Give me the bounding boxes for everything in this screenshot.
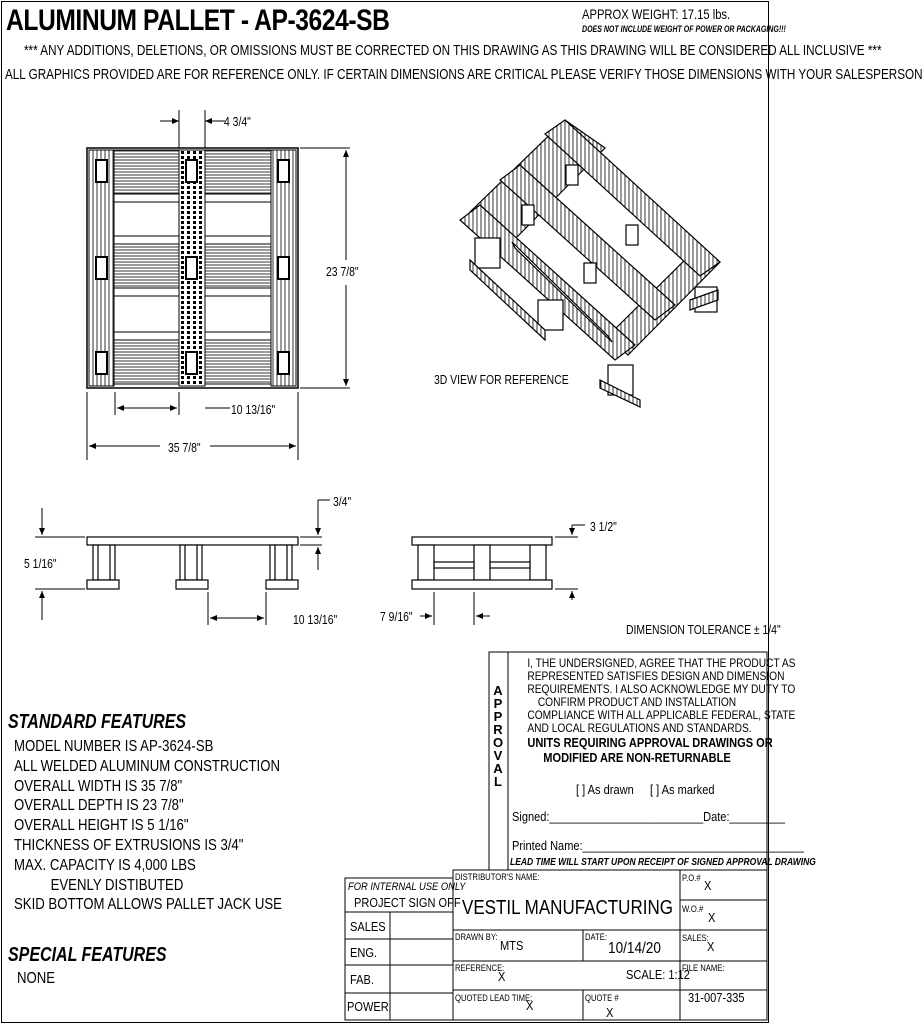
dim-depth: 23 7/8" xyxy=(326,264,359,279)
feature-item: THICKNESS OF EXTRUSIONS IS 3/4" xyxy=(14,836,244,854)
sales-label: SALES: xyxy=(682,933,709,943)
approx-weight: APPROX WEIGHT: 17.15 lbs. xyxy=(582,6,731,22)
distributor-label: DISTRIBUTOR'S NAME: xyxy=(455,872,540,882)
wo-value: X xyxy=(708,910,716,925)
end-elevation xyxy=(412,537,552,589)
approval-side-label: A P P R O V A L xyxy=(492,683,504,789)
signoff-row-eng: ENG. xyxy=(350,945,378,960)
feature-item: MAX. CAPACITY IS 4,000 LBS xyxy=(14,856,196,874)
signoff-header-2: PROJECT SIGN OFF xyxy=(354,895,461,910)
printed-name-line[interactable]: Printed Name:____________________________________ xyxy=(512,838,804,853)
standard-features-heading: STANDARD FEATURES xyxy=(8,711,187,733)
distributor-name: VESTIL MANUFACTURING xyxy=(462,897,673,919)
drawing-title: ALUMINUM PALLET - AP-3624-SB xyxy=(6,4,390,37)
as-drawn-checkbox[interactable]: [ ] As drawn xyxy=(576,782,634,797)
special-features-heading: SPECIAL FEATURES xyxy=(8,944,167,966)
feature-item: OVERALL WIDTH IS 35 7/8" xyxy=(14,777,183,795)
dim-end-block: 3 1/2" xyxy=(590,519,617,534)
feature-item: OVERALL DEPTH IS 23 7/8" xyxy=(14,797,184,815)
signoff-row-sales: SALES xyxy=(350,919,386,934)
as-marked-checkbox[interactable]: [ ] As marked xyxy=(650,782,715,797)
dim-side-span: 10 13/16" xyxy=(293,612,338,627)
dim-width: 35 7/8" xyxy=(168,440,201,455)
view-label: 3D VIEW FOR REFERENCE xyxy=(434,372,569,387)
special-feature-item: NONE xyxy=(17,970,56,987)
signoff-row-fab: FAB. xyxy=(350,972,374,987)
dim-tolerance: DIMENSION TOLERANCE ± 1/4" xyxy=(626,622,781,637)
disclaimer-line-1: *** ANY ADDITIONS, DELETIONS, OR OMISSIONS MUST BE CORRECTED ON THIS DRAWING AS THIS DRAWING WILL BE CONSIDERED ALL INCLUSIVE *** xyxy=(24,42,882,59)
sales-value: X xyxy=(707,939,715,954)
plan-view xyxy=(87,148,298,388)
signoff-row-power: POWER xyxy=(347,999,389,1014)
dim-top-gap: 4 3/4" xyxy=(224,114,251,129)
feature-item: ALL WELDED ALUMINUM CONSTRUCTION xyxy=(14,757,280,775)
drawn-by-label: DRAWN BY: xyxy=(455,932,498,942)
standard-features-list xyxy=(14,737,329,915)
dim-extrusion: 3/4" xyxy=(333,494,352,509)
weight-note: DOES NOT INCLUDE WEIGHT OF POWER OR PACKAGING!!! xyxy=(582,24,786,34)
file-name-label: FILE NAME: xyxy=(682,963,725,973)
date-value: 10/14/20 xyxy=(608,940,661,957)
feature-item: MODEL NUMBER IS AP-3624-SB xyxy=(14,738,214,755)
signed-date-line[interactable]: Signed:_________________________Date:_________ xyxy=(512,809,785,824)
quoted-lead-label: QUOTED LEAD TIME: xyxy=(455,993,533,1003)
feature-item: OVERALL HEIGHT IS 5 1/16" xyxy=(14,817,189,835)
scale-value: SCALE: 1:12 xyxy=(626,967,690,982)
po-value: X xyxy=(704,878,712,893)
quote-label: QUOTE # xyxy=(585,993,619,1003)
reference-label: REFERENCE: xyxy=(455,963,505,973)
reference-value: X xyxy=(498,969,506,984)
dim-inner-span: 10 13/16" xyxy=(231,402,276,417)
feature-item: EVENLY DISTIBUTED xyxy=(14,876,184,894)
feature-item: SKID BOTTOM ALLOWS PALLET JACK USE xyxy=(14,896,282,914)
drawn-by-value: MTS xyxy=(500,938,524,953)
file-name-value: 31-007-335 xyxy=(688,990,745,1005)
quote-value: X xyxy=(606,1005,614,1020)
lead-time-note: LEAD TIME WILL START UPON RECEIPT OF SIGNED APPROVAL DRAWING xyxy=(510,857,816,868)
quoted-lead-value: X xyxy=(526,998,534,1013)
dim-height: 5 1/16" xyxy=(24,556,57,571)
po-label: P.O.# xyxy=(682,873,701,883)
wo-label: W.O.# xyxy=(682,904,704,914)
isometric-view xyxy=(460,120,720,407)
signoff-header-1: FOR INTERNAL USE ONLY xyxy=(348,881,466,893)
approval-statement: I, THE UNDERSIGNED, AGREE THAT THE PRODUCT AS REPRESENTED SATISFIES DESIGN AND DIMENSION REQUIREMENTS. I ALSO ACKNOWLEDGE MY DUTY TO CONFIRM PRODUCT AND INSTALLATION COMPLIANCE WITH ALL APPLICABLE FEDERAL, STATE AND LOCAL REGULATIONS AND STANDARDS. UNITS REQUIRING APPROVAL DRAWINGS OR MODIFIED ARE NON-RETURNABLE xyxy=(527,656,796,765)
date-label: DATE: xyxy=(585,932,607,942)
dim-end-span: 7 9/16" xyxy=(380,609,413,624)
disclaimer-line-2: ALL GRAPHICS PROVIDED ARE FOR REFERENCE ONLY. IF CERTAIN DIMENSIONS ARE CRITICAL PLEASE VERIFY THOSE DIMENSIONS WITH YOUR SALESPERSON xyxy=(5,66,923,83)
side-elevation xyxy=(87,537,298,589)
